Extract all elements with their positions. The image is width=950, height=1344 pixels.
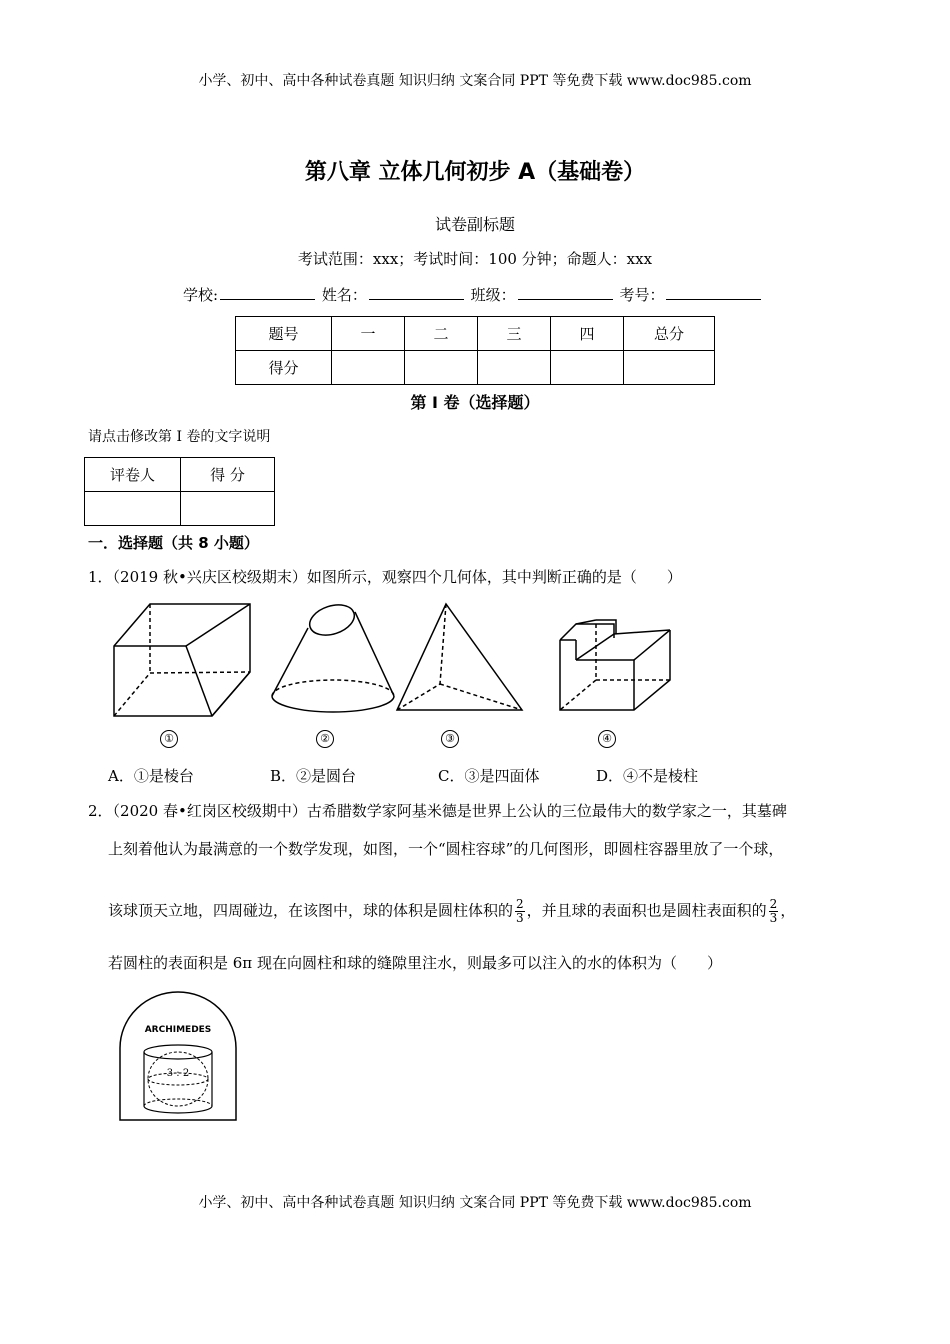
figure-3-label: ③ [441,730,459,748]
name-label: 姓名： [321,286,367,304]
score-cell[interactable] [332,351,405,385]
fraction-numerator: 2 [769,897,778,911]
question-2-line-4: 若圆柱的表面积是 6π 现在向圆柱和球的缝隙里注水，则最多可以注入的水的体积为（ ） [108,954,722,972]
figure-1-label: ① [160,730,178,748]
figure-2-cone [272,600,394,712]
score-header-cell: 三 [478,317,551,351]
score-cell[interactable] [405,351,478,385]
class-blank[interactable] [518,285,613,300]
class-label: 班级： [470,286,516,304]
figure-label [160,730,178,748]
fraction-two-thirds [769,898,779,925]
ratio-label: 3 : 2 [166,1068,190,1079]
grader-header-cell: 评卷人 [85,458,181,492]
score-cell[interactable] [551,351,624,385]
figure-3-tetrahedron [397,604,522,710]
archimedes-inscription: ARCHIMEDES [144,1025,212,1035]
part-heading: 一．选择题（共 8 小题） [88,534,259,552]
school-blank[interactable] [220,285,315,300]
score-cell[interactable] [624,351,715,385]
question-2-line-3 [108,898,888,925]
student-fields [183,284,763,305]
score-header-cell: 题号 [236,317,332,351]
score-row-label: 得分 [236,351,332,385]
page-title: 第八章 立体几何初步 A（基础卷） [304,160,646,185]
section-note[interactable]: 请点击修改第 I 卷的文字说明 [88,429,271,445]
option-b[interactable]: B．②是圆台 [270,767,357,785]
page-header: 小学、初中、高中各种试卷真题 知识归纳 文案合同 PPT 等免费下载 www.doc985.com [198,73,752,89]
figure-2-label: ② [316,730,334,748]
score-table [235,316,715,385]
score-header-cell: 总分 [624,317,715,351]
page-footer: 小学、初中、高中各种试卷真题 知识归纳 文案合同 PPT 等免费下载 www.doc985.com [198,1195,752,1211]
score-header-cell: 二 [405,317,478,351]
question-2-line-3c: ， [780,901,796,920]
grader-cell[interactable] [85,492,181,526]
number-label: 考号： [619,286,665,304]
grader-cell[interactable] [181,492,275,526]
grader-header-cell: 得 分 [181,458,275,492]
figure-label [598,730,616,748]
fraction-numerator: 2 [516,897,524,911]
question-2-line-1: 2．（2020 春•红岗区校级期中）古希腊数学家阿基米德是世界上公认的三位最伟大的数学家之一，其墓碑 [88,802,787,820]
option-a[interactable]: A．①是棱台 [108,767,194,785]
school-label: 学校: [183,286,219,304]
name-blank[interactable] [369,285,464,300]
option-d[interactable]: D．④不是棱柱 [596,767,699,785]
grader-table [84,457,275,526]
option-c[interactable]: C．③是四面体 [438,767,540,785]
score-cell[interactable] [478,351,551,385]
fraction-denominator: 3 [769,911,778,925]
figure-1-prism [114,604,250,716]
fraction-denominator: 3 [516,911,524,925]
score-header-cell: 四 [551,317,624,351]
archimedes-tomb-figure [116,990,240,1122]
question-2-line-2: 上刻着他认为最满意的一个数学发现，如图，一个“圆柱容球”的几何图形，即圆柱容器里放了一个球， [108,840,784,858]
question-2-line-3a: 该球顶天立地，四周碰边，在该图中，球的体积是圆柱体积的 [108,901,514,920]
fraction-two-thirds [515,898,525,925]
section-title: 第 I 卷（选择题） [410,393,540,412]
question-2-line-3b: ，并且球的表面积也是圆柱表面积的 [526,901,767,920]
figure-4-label: ④ [598,730,616,748]
figure-label [441,730,459,748]
question-1-stem: 1．（2019 秋•兴庆区校级期末）如图所示，观察四个几何体，其中判断正确的是（ ） [88,568,682,586]
figure-label [316,730,334,748]
exam-info: 考试范围：xxx；考试时间：100 分钟；命题人：xxx [297,250,653,268]
figure-4-step-prism [560,620,670,710]
score-header-cell: 一 [332,317,405,351]
subtitle: 试卷副标题 [434,215,515,234]
number-blank[interactable] [666,285,761,300]
